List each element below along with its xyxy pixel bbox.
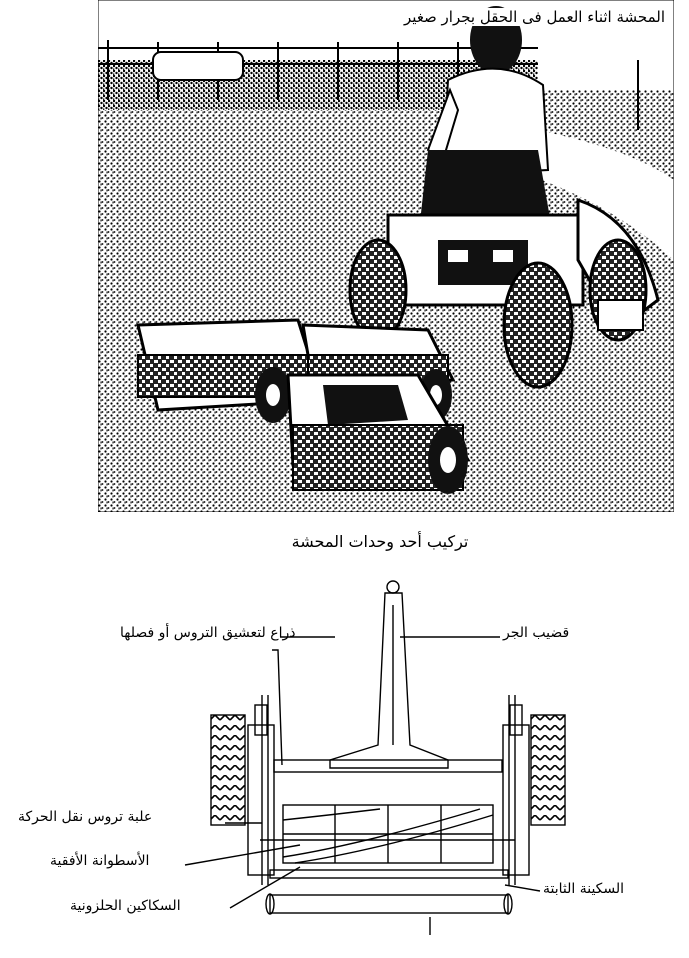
- label-gear-arm: ذراع لتعشيق التروس أو فصلها: [120, 625, 296, 641]
- cross-tube: [274, 760, 502, 772]
- photo-caption: المحشة اثناء العمل فى الحقل بجرار صغير: [401, 8, 668, 26]
- draw-bar: [330, 581, 448, 768]
- fixed-blade: [270, 870, 508, 878]
- left-wheel: [211, 715, 245, 825]
- right-side-frame: [503, 695, 529, 885]
- label-draw-bar: قضيب الجر: [503, 625, 570, 641]
- label-spiral-blades: السكاكين الحلزونية: [70, 898, 181, 914]
- left-side-frame: [248, 695, 274, 885]
- mower-photo: [98, 0, 674, 512]
- label-horizontal-cylinder: الأسطوانة الأفقية: [50, 853, 150, 869]
- leader-spiral-blades: [230, 867, 300, 908]
- label-fixed-blade: السكينة الثابتة: [543, 881, 625, 897]
- leader-fixed-blade: [505, 885, 540, 891]
- mower-unit-diagram: [0, 565, 689, 958]
- rear-roller: [266, 894, 512, 914]
- reel-cylinder: [283, 805, 493, 863]
- label-gearbox: علبة تروس نقل الحركة: [18, 809, 153, 825]
- right-wheel: [531, 715, 565, 825]
- background-car: [153, 52, 243, 80]
- section-title: تركيب أحد وحدات المحشة: [291, 532, 469, 551]
- mower-photo-drawing: [98, 0, 674, 512]
